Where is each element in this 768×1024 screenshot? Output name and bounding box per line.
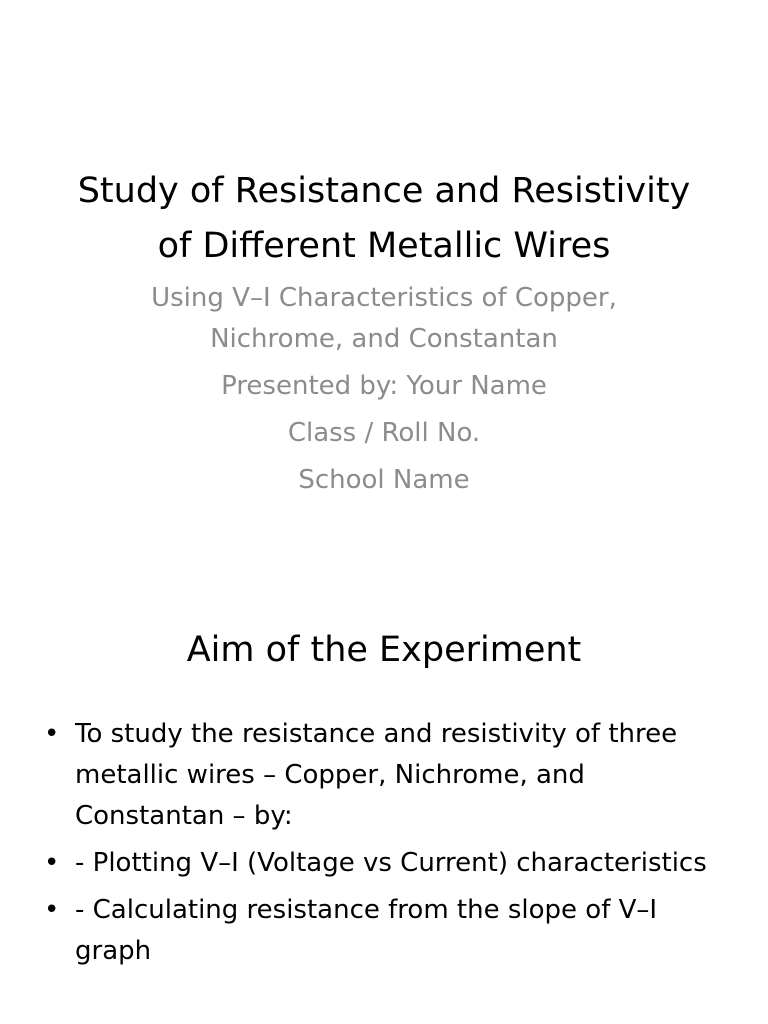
aim-bullet-list [40,714,728,972]
bullet-text: - Plotting V–I (Voltage vs Current) characteristics [75,848,707,878]
bullet-text: To study the resistance and resistivity of three metallic wires – Copper, Nichrome, and Constantan – by: [75,719,678,831]
bullet-icon: • [44,848,60,878]
subtitle-block [60,278,708,501]
list-item [40,843,728,884]
list-item [40,714,728,837]
presentation-title: Study of Resistance and Resistivity of Different Metallic Wires [77,171,691,266]
aim-title: Aim of the Experiment [186,630,582,670]
bullet-text: - Calculating resistance from the slope of V–I graph [75,895,658,966]
title-slide [60,164,708,501]
presenter-line: Presented by: Your Name [221,371,547,401]
class-roll-line: Class / Roll No. [287,418,481,448]
subtitle-line: Using V–I Characteristics of Copper, [151,283,617,313]
bullet-icon: • [44,895,60,925]
bullet-icon: • [44,719,60,749]
school-line: School Name [298,465,470,495]
aim-slide [40,626,728,978]
subtitle-line: Nichrome, and Constantan [210,324,558,354]
list-item [40,890,728,972]
